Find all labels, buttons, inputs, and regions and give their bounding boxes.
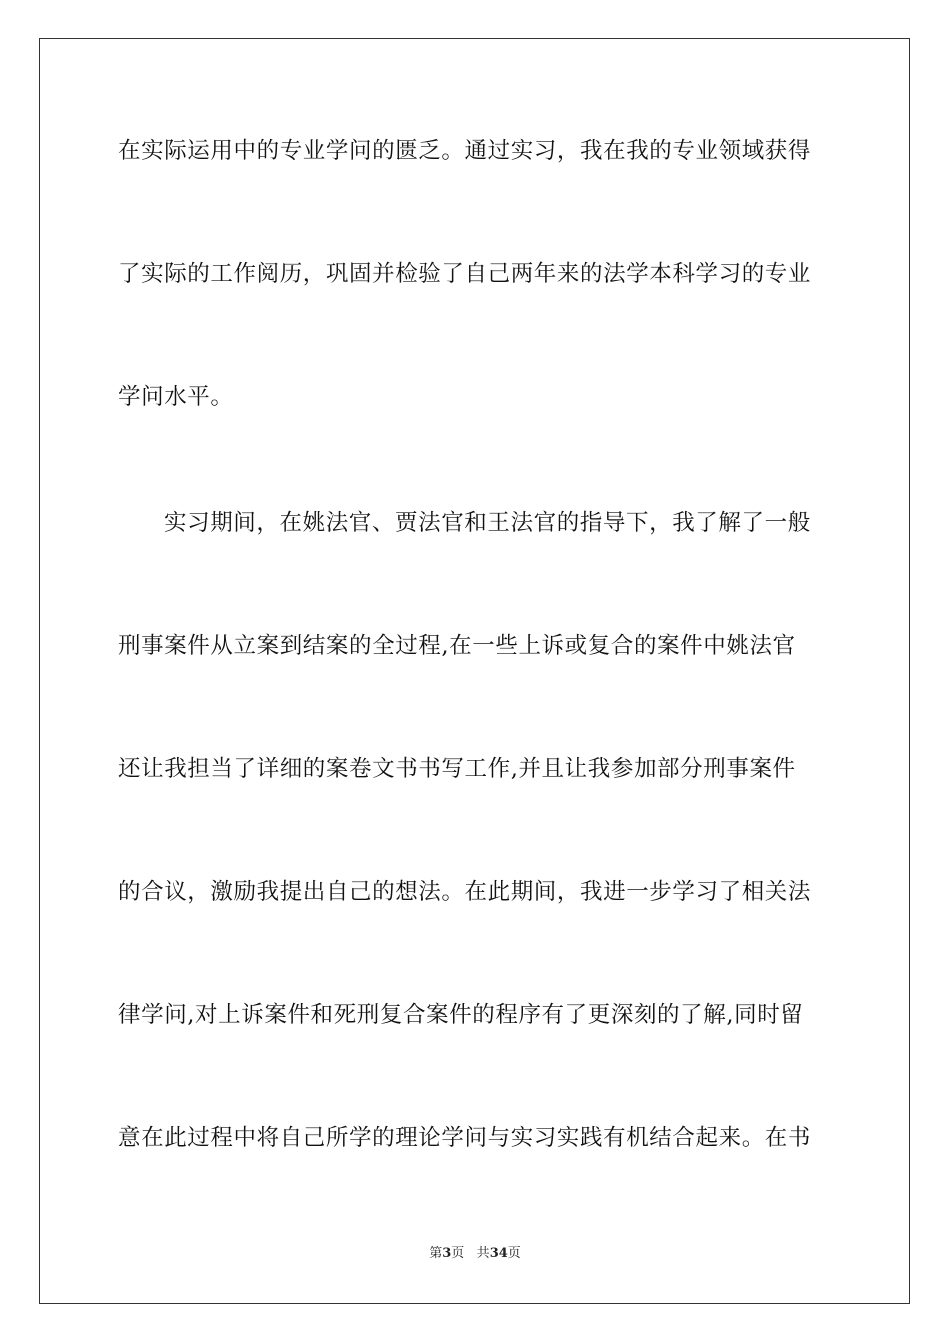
- text-line: 的合议，激励我提出自己的想法。在此期间，我进一步学习了相关法: [118, 879, 812, 905]
- text-line: 意在此过程中将自己所学的理论学问与实习实践有机结合起来。在书: [118, 1125, 812, 1151]
- text-line: 律学问,对上诉案件和死刑复合案件的程序有了更深刻的了解,同时留: [118, 1002, 804, 1028]
- text-line: 还让我担当了详细的案卷文书书写工作,并且让我参加部分刑事案件: [118, 756, 796, 782]
- total-pages: 34: [489, 1246, 508, 1261]
- total-suffix: 页: [507, 1246, 521, 1261]
- page-prefix: 第: [429, 1246, 443, 1261]
- text-line: 了实际的工作阅历，巩固并检验了自己两年来的法学本科学习的专业: [118, 261, 812, 287]
- text-line: 刑事案件从立案到结案的全过程,在一些上诉或复合的案件中姚法官: [118, 633, 796, 659]
- page-footer: [0, 1245, 950, 1263]
- page-suffix: 页: [451, 1246, 465, 1261]
- text-line: 学问水平。: [118, 384, 234, 410]
- page-number: 3: [442, 1246, 452, 1261]
- text-line: 在实际运用中的专业学问的匮乏。通过实习，我在我的专业领域获得: [118, 138, 812, 164]
- total-prefix: 共: [476, 1246, 490, 1261]
- paragraph-first-line: 实习期间，在姚法官、贾法官和王法官的指导下，我了解了一般: [164, 510, 811, 536]
- page-border: [39, 38, 910, 1304]
